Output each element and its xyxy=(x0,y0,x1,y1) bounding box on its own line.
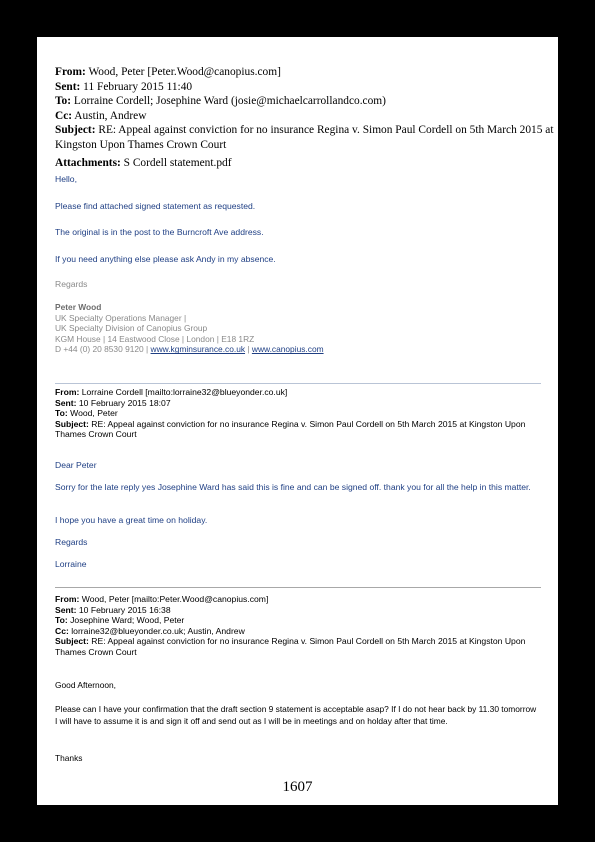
body-line: If you need anything else please ask Andy in my absence. xyxy=(55,254,276,264)
divider xyxy=(55,383,541,384)
from-label: From: xyxy=(55,594,80,604)
email-header-1 xyxy=(55,65,555,153)
greeting: Good Afternoon, xyxy=(55,680,116,690)
from-value: Lorraine Cordell [mailto:lorraine32@blueyonder.co.uk] xyxy=(81,387,288,397)
attachments xyxy=(55,157,232,169)
sent-label: Sent: xyxy=(55,604,77,615)
subject-label: Subject: xyxy=(55,124,96,137)
signature-line: KGM House | 14 Eastwood Close | London | E18 1RZ xyxy=(55,333,255,344)
sent-value: 11 February 2015 11:40 xyxy=(83,80,193,93)
to-label: To: xyxy=(55,95,72,108)
to-value: Josephine Ward; Wood, Peter xyxy=(70,615,185,626)
cc-value: Austin, Andrew xyxy=(74,109,147,122)
sent-label: Sent: xyxy=(55,80,81,93)
separator: | xyxy=(247,344,250,355)
attachments-label: Attachments: xyxy=(55,157,121,169)
sent-value: 10 February 2015 16:38 xyxy=(78,604,171,615)
to-label: To: xyxy=(55,615,68,626)
attachment-file[interactable]: S Cordell statement.pdf xyxy=(123,157,232,169)
signature-name: Peter Wood xyxy=(55,302,102,312)
subject-label: Subject: xyxy=(55,418,89,429)
greeting: Hello, xyxy=(55,174,77,184)
link-kgm[interactable]: www.kgminsurance.co.uk xyxy=(150,344,246,355)
subject-value: RE: Appeal against conviction for no insurance Regina v. Simon Paul Cordell on 5th March 2015 at Kingston Upon Thames Crown Court xyxy=(55,636,526,657)
thanks: Thanks xyxy=(55,753,83,763)
signature-block xyxy=(55,302,324,355)
sent-value: 10 February 2015 18:07 xyxy=(78,397,171,408)
to-value: Lorraine Cordell; Josephine Ward (josie@michaelcarrollandco.com) xyxy=(73,95,386,108)
body-line: I hope you have a great time on holiday. xyxy=(55,515,208,525)
subject-label: Subject: xyxy=(55,636,89,647)
divider xyxy=(55,587,541,588)
sent-label: Sent: xyxy=(55,397,77,408)
regards: Regards xyxy=(55,279,88,289)
email-header-2 xyxy=(55,387,545,440)
signature-line: UK Specialty Operations Manager | xyxy=(55,312,187,323)
link-canopius[interactable]: www.canopius.com xyxy=(251,344,324,355)
from-value: Wood, Peter [mailto:Peter.Wood@canopius.com] xyxy=(81,594,269,604)
sender-name: Lorraine xyxy=(55,559,87,569)
page-number: 1607 xyxy=(282,779,313,795)
body-line: Sorry for the late reply yes Josephine Ward has said this is fine and can be signed off. thank you for all the help in this matter. xyxy=(55,482,531,492)
subject-value: RE: Appeal against conviction for no insurance Regina v. Simon Paul Cordell on 5th March 2015 at Kingston Upon Thames Crown Court xyxy=(55,418,526,440)
email-header-3 xyxy=(55,594,545,658)
signature-phone: D +44 (0) 20 8530 9120 | xyxy=(55,344,149,355)
body-line: Please can I have your confirmation that the draft section 9 statement is acceptable asap? If I do not hear back by 11.30 tomorrow I will have to assume it is and sign it off and send out as I will be in meetings and on holday after that time. xyxy=(55,704,537,726)
body-line: Please find attached signed statement as requested. xyxy=(55,201,256,211)
from-value: Wood, Peter [Peter.Wood@canopius.com] xyxy=(88,66,281,78)
from-label: From: xyxy=(55,387,80,397)
cc-label: Cc: xyxy=(55,625,69,636)
subject-value: RE: Appeal against conviction for no insurance Regina v. Simon Paul Cordell on 5th March 2015 at Kingston Upon Thames Crown Court xyxy=(55,124,554,151)
cc-value: lorraine32@blueyonder.co.uk; Austin, Andrew xyxy=(71,625,245,636)
signature-line: UK Specialty Division of Canopius Group xyxy=(55,323,208,334)
to-label: To: xyxy=(55,408,68,419)
from-label: From: xyxy=(55,66,86,78)
greeting: Dear Peter xyxy=(55,460,97,470)
regards: Regards xyxy=(55,537,88,547)
document-page xyxy=(37,37,558,805)
to-value: Wood, Peter xyxy=(70,408,118,419)
cc-label: Cc: xyxy=(55,109,73,122)
body-line: The original is in the post to the Burncroft Ave address. xyxy=(55,227,264,237)
